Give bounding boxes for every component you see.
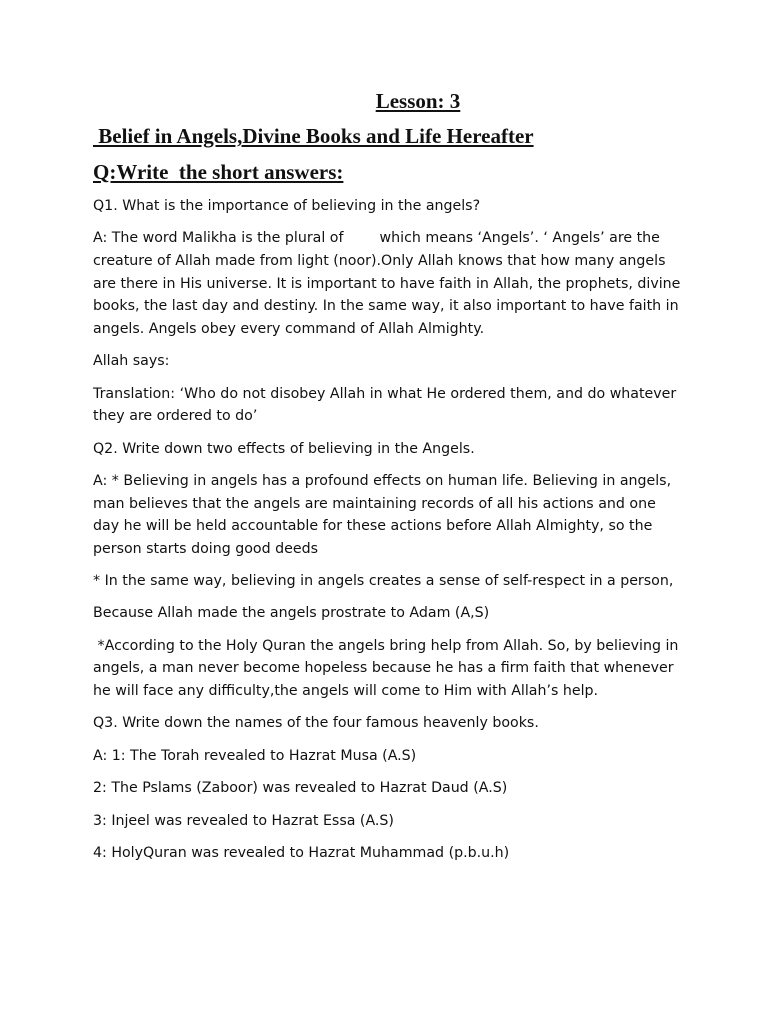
- answer-2-point-2: * In the same way, believing in angels creates a sense of self-respect in a person,: [93, 573, 674, 590]
- answer-2-point-1: A: * Believing in angels has a profound effects on human life. Believing in angels, man believes that the angels are maintaining records of all his actions and one day he will be held accountable for these actions before Allah Almighty, so the person starts doing good deeds: [93, 472, 676, 557]
- unit-title: Belief in Angels,Divine Books and Life Hereafter: [93, 124, 534, 148]
- document-body: [93, 195, 683, 865]
- answer-2-reason: Because Allah made the angels prostrate to Adam (A,S): [93, 605, 490, 622]
- question-1: Q1. What is the importance of believing in the angels?: [93, 198, 481, 214]
- section-title: Q:Write the short answers:: [93, 160, 344, 184]
- question-3: Q3. Write down the names of the four famous heavenly books.: [93, 715, 539, 732]
- translation: Translation: ‘Who do not disobey Allah in what He ordered them, and do whatever they are ordered to do’: [93, 385, 681, 425]
- answer-3-item-4: 4: HolyQuran was revealed to Hazrat Muhammad (p.b.u.h): [93, 845, 510, 862]
- answer-2-point-3: *According to the Holy Quran the angels bring help from Allah. So, by believing in angels, a man never become hopeless because he has a firm faith that whenever he will face any difficulty,the angels will come to Him with Allah’s help.: [93, 637, 683, 700]
- answer-3-item-2: 2: The Pslams (Zaboor) was revealed to Hazrat Daud (A.S): [93, 780, 508, 797]
- document-page: [93, 88, 683, 874]
- answer-1: A: The word Malikha is the plural of which means ‘Angels’. ‘ Angels’ are the creature of Allah made from light (noor).Only Allah knows that how many angels are there in His universe. It is important to have faith in Allah, the prophets, divine books, the last day and destiny. In the same way, it also important to have faith in angels. Angels obey every command of Allah Almighty.: [93, 230, 685, 337]
- question-2: Q2. Write down two effects of believing in the Angels.: [93, 440, 475, 457]
- answer-3-item-3: 3: Injeel was revealed to Hazrat Essa (A.S): [93, 812, 394, 829]
- answer-3-item-1: A: 1: The Torah revealed to Hazrat Musa (A.S): [93, 747, 417, 764]
- quote-intro: Allah says:: [93, 353, 170, 370]
- lesson-title: Lesson: 3: [375, 89, 461, 113]
